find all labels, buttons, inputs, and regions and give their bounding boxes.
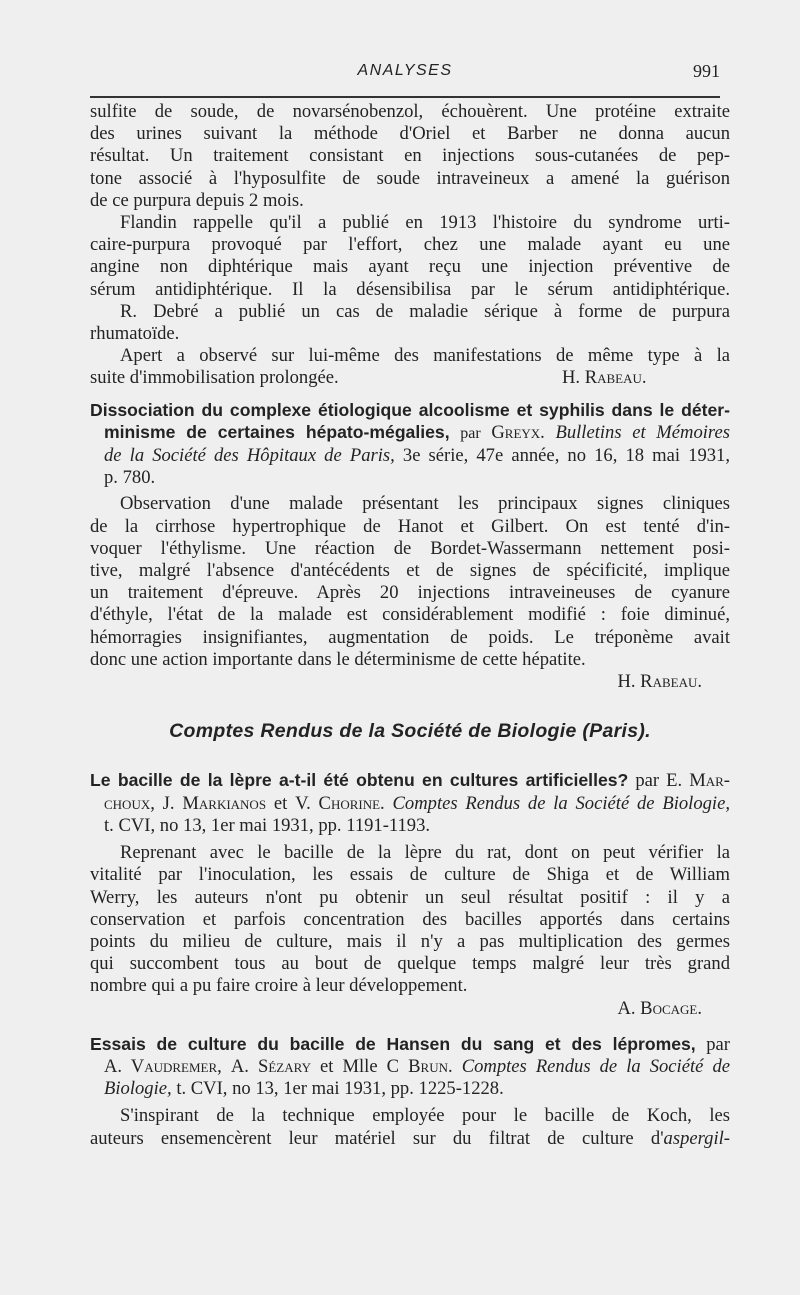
text-line: tone associé à l'hyposulfite de soude intraveineux a amené la guérison [90,167,730,189]
text-line-start: auteurs ensemencèrent leur matériel sur du filtrat de culture d' [90,1127,664,1149]
text-line: sulfite de soude, de novarsénobenzol, échouèrent. Une protéine extraite [90,101,730,122]
text-line: voquer l'éthylisme. Une réaction de Bordet-Wassermann nettement posi- [90,537,730,559]
text-line: R. Debré a publié un cas de maladie sérique à forme de purpura [120,300,730,322]
authors-line [90,1056,730,1078]
text-line: nombre qui a pu faire croire à leur développement. [90,975,468,997]
text-line: S'inspirant de la technique employée pour le bacille de Koch, les [120,1105,730,1127]
text-line: donc une action importante dans le déterminisme de cette hépatite. [90,648,586,670]
text-line: d'éthyle, l'état de la malade est considérablement modifié : foie diminué, [90,604,730,626]
text-line: rhumatoïde. [90,323,180,345]
text-line-italic: aspergil- [663,1127,730,1149]
reference-pages: p. 780. [104,467,156,489]
article-title-line [90,1033,730,1056]
article-title-continued [90,421,730,445]
text-line: qui succombent tous au bout de quelque temps malgré leur très grand [90,953,730,975]
article-author: A. Sézary [230,1055,311,1077]
text-line: tive, malgré l'absence d'antécédents et de signes de spécificité, implique [90,560,730,582]
text-line: un traitement d'épreuve. Après 20 injections intraveineuses de cyanure [90,582,730,604]
journal-name: Comptes Rendus de la Société de Biologie, [392,792,730,814]
article-title: Dissociation du complexe étiologique alcoolisme et syphilis dans le déter- [90,399,730,420]
running-header [90,58,720,86]
article-purpura-continued [90,101,730,390]
page-number: 991 [693,61,720,81]
text-line: Werry, les auteurs n'ont pu obtenir un seul résultat positif : il y a [90,886,730,908]
journal-name: Comptes Rendus de la Société de [461,1055,730,1077]
text-line: angine non diphtérique mais ayant reçu une injection préventive de [90,256,730,278]
author-signature: H. Rabeau. [617,671,702,693]
authors-conjunction: et [273,792,288,814]
journal-name: de la Société des Hôpitaux de Paris, [104,445,395,467]
article-author: E. Mar- [666,770,730,792]
text-line: de ce purpura depuis 2 mois. [90,189,304,211]
running-title: ANALYSES [357,62,453,79]
text-line: de la cirrhose hypertrophique de Hanot et Gilbert. On est tenté d'in- [90,515,730,537]
text-line [90,1128,730,1150]
text-line-with-signature [90,367,730,389]
reference-line [90,1078,730,1100]
text-line: sérum antidiphtérique. Il la désensibilisa par le sérum antidiphtérique. [90,278,730,300]
article-dissociation [90,399,730,694]
authors-line [90,793,730,815]
journal-name: Bulletins et Mémoires [555,421,730,443]
text-line: Reprenant avec le bacille de la lèpre du rat, dont on peut vérifier la [120,842,730,864]
article-author: A. Vaudremer, [104,1055,222,1077]
text-line-last: suite d'immobilisation prolongée. [90,367,339,389]
article-author: V. Chorine. [295,792,385,814]
byline-par: par [635,770,660,792]
text-line: hémorragies insignifiantes, augmentation de poids. Le tréponème avait [90,626,730,648]
header-rule [90,96,720,98]
text-line: conservation et parfois concentration des bacilles apportés dans certains [90,908,730,930]
reference-details: 3e série, 47e année, no 16, 18 mai 1931, [402,445,730,467]
text-line: caire-purpura provoqué par l'effort, chez une malade ayant eu une [90,234,730,256]
article-title: Essais de culture du bacille de Hansen du sang et des lépromes, [90,1033,696,1054]
reference-line [90,445,730,467]
reference-details: t. CVI, no 13, 1er mai 1931, pp. 1191-1193. [104,814,431,836]
article-hansen-culture [90,1033,730,1150]
author-signature: A. Bocage. [617,997,702,1019]
text-line: Apert a observé sur lui-même des manifestations de même type à la [120,345,730,367]
author-signature: H. Rabeau. [562,367,647,389]
article-author: Brun. [408,1055,453,1077]
text-line: vitalité par l'inoculation, les essais de culture de Shiga et de William [90,864,730,886]
byline-par: par [706,1033,730,1055]
article-title: minisme de certaines hépato-mégalies, [104,421,450,442]
journal-name: Biologie, [104,1078,172,1100]
text-line: des urines suivant la méthode d'Oriel et Barber ne donna aucun [90,123,730,145]
reference-details: t. CVI, no 13, 1er mai 1931, pp. 1225-1228. [176,1078,504,1100]
byline-par: par [460,424,481,442]
article-lepre-bacille [90,769,730,1019]
section-title: Comptes Rendus de la Société de Biologie (Paris). [169,720,651,743]
authors-conjunction: et Mlle C [320,1055,400,1077]
article-author: J. Markianos [162,792,267,814]
text-line: points du milieu de culture, mais il n'y a pas multiplication des germes [90,930,730,952]
page-body [90,101,730,1150]
text-line: Flandin rappelle qu'il a publié en 1913 l'histoire du syndrome urti- [120,212,730,234]
article-title-line [90,769,730,792]
article-title: Le bacille de la lèpre a-t-il été obtenu en cultures artificielles? [90,770,629,791]
article-author: choux, [104,792,155,814]
text-line: résultat. Un traitement consistant en injections sous-cutanées de pep- [90,145,730,167]
text-line: Observation d'une malade présentant les principaux signes cliniques [120,493,730,515]
article-author: Greyx. [491,421,545,443]
